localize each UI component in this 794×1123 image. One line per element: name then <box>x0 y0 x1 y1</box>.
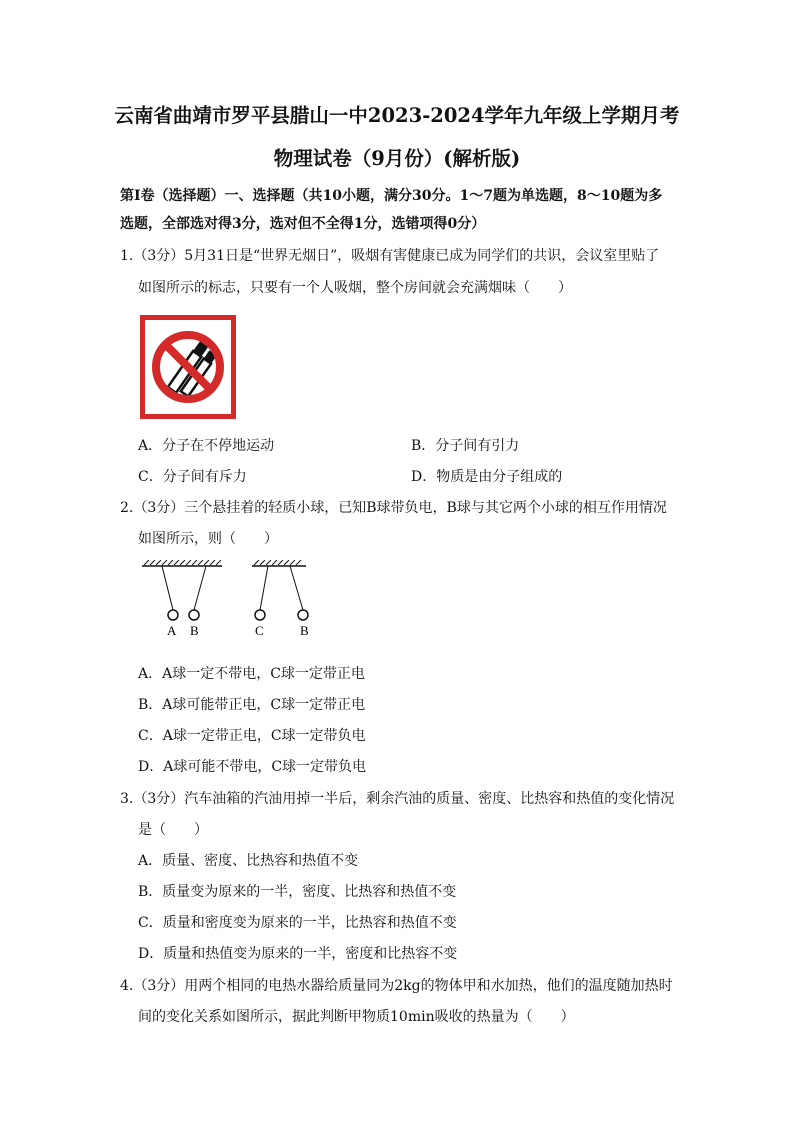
label-ball-c: C <box>255 623 264 638</box>
section-instruction-line2: 选题，全部选对得3分，选对但不全得1分，选错项得0分） <box>120 216 486 232</box>
q2-option-c[interactable]: C．A球一定带正电，C球一定带负电 <box>138 728 366 744</box>
ball-c <box>255 610 265 620</box>
q3-option-c[interactable]: C．质量和密度变为原来的一半，比热容和热值不变 <box>138 915 457 931</box>
thread-a <box>162 566 173 610</box>
label-ball-a: A <box>167 623 177 638</box>
q1-stem-line1: 1.（3分）5月31日是“世界无烟日”，吸烟有害健康已成为同学们的共识，会议室里贴了 <box>120 248 660 264</box>
q2-option-b[interactable]: B．A球可能带正电，C球一定带正电 <box>138 697 366 713</box>
thread-b2 <box>290 566 303 610</box>
q1-option-d[interactable]: D．物质是由分子组成的 <box>411 469 563 485</box>
q4-stem-line1: 4.（3分）用两个相同的电热水器给质量同为2kg的物体甲和水加热，他们的温度随加热时 <box>120 978 673 994</box>
q4-stem-line2: 间的变化关系如图所示，据此判断甲物质10min吸收的热量为（ ） <box>138 1009 575 1025</box>
q2-option-a[interactable]: A．A球一定不带电，C球一定带正电 <box>138 666 365 682</box>
label-ball-b2: B <box>300 623 309 638</box>
q3-option-a[interactable]: A．质量、密度、比热容和热值不变 <box>138 853 359 869</box>
ball-b1 <box>189 610 199 620</box>
q2-option-d[interactable]: D．A球可能不带电，C球一定带负电 <box>138 759 367 775</box>
q3-option-d[interactable]: D．质量和热值变为原来的一半，密度和比热容不变 <box>138 946 458 962</box>
ball-a <box>168 610 178 620</box>
q3-stem-line2: 是（ ） <box>138 822 208 838</box>
thread-b1 <box>194 566 206 610</box>
q2-stem-line2: 如图所示，则（ ） <box>138 531 278 547</box>
hanging-balls-figure <box>140 560 320 642</box>
ceiling-right <box>252 560 306 566</box>
thread-c <box>260 566 268 610</box>
section-instruction-line1: 第Ⅰ卷（选择题）一、选择题（共10小题，满分30分。1～7题为单选题，8～10题为多 <box>120 188 663 204</box>
q3-stem-line1: 3.（3分）汽车油箱的汽油用掉一半后，剩余汽油的质量、密度、比热容和热值的变化情况 <box>120 791 675 807</box>
q3-option-b[interactable]: B．质量变为原来的一半，密度、比热容和热值不变 <box>138 884 457 900</box>
q2-stem-line1: 2.（3分）三个悬挂着的轻质小球，已知B球带负电，B球与其它两个小球的相互作用情况 <box>120 500 667 516</box>
ball-b2 <box>298 610 308 620</box>
q1-option-b[interactable]: B．分子间有引力 <box>411 438 520 454</box>
q1-option-c[interactable]: C．分子间有斥力 <box>138 469 247 485</box>
no-smoking-icon <box>140 315 236 419</box>
q1-stem-line2: 如图所示的标志，只要有一个人吸烟，整个房间就会充满烟味（ ） <box>138 280 572 296</box>
exam-title-line2: 物理试卷（9月份）(解析版) <box>273 147 521 170</box>
q1-option-a[interactable]: A．分子在不停地运动 <box>138 438 275 454</box>
no-smoking-sign-figure <box>140 315 236 419</box>
ceiling-left <box>142 560 222 566</box>
exam-title-line1: 云南省曲靖市罗平县腊山一中2023-2024学年九年级上学期月考 <box>114 104 680 127</box>
label-ball-b1: B <box>190 623 199 638</box>
